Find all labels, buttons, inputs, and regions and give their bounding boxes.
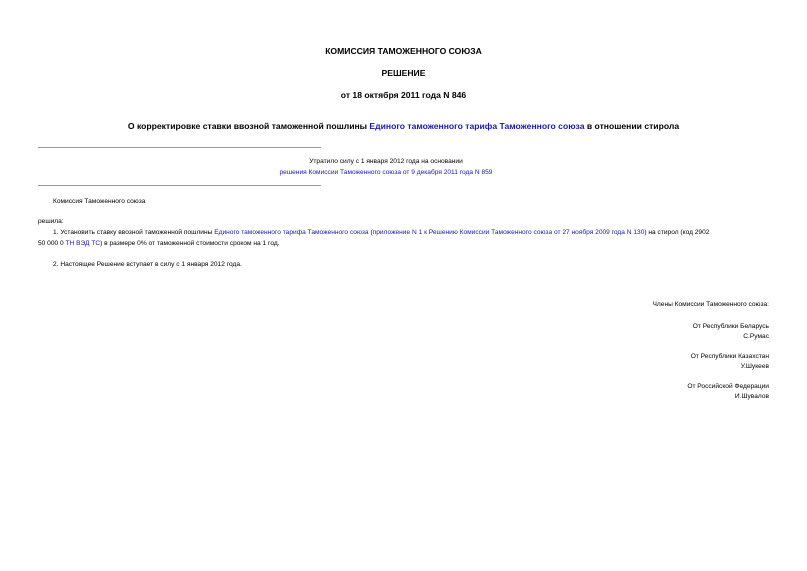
title-text-after: в отношении стирола	[584, 121, 680, 131]
signature-kazakhstan	[691, 352, 769, 372]
signature-name: И.Шувалов	[734, 393, 769, 400]
title-text-before: О корректировке ставки ввозной таможенной пошлины	[127, 121, 370, 131]
item-1-link-customs-tariff[interactable]: Единого таможенного тарифа Таможенного союза	[214, 229, 369, 236]
signature-country: От Республики Беларусь	[692, 323, 769, 330]
item-1-line-2	[38, 240, 280, 247]
signature-russia	[687, 382, 769, 402]
item-1-text-c: ) на стирол (код 2902	[644, 229, 710, 236]
status-top-rule	[38, 147, 321, 148]
signature-country: От Республики Казахстан	[690, 353, 769, 360]
item-1-text-a: 1. Установить ставку ввозной таможенной пошлины	[53, 229, 215, 236]
org-heading: КОМИССИЯ ТАМОЖЕННОГО СОЮЗА	[325, 46, 482, 56]
item-1-text-b: (	[368, 229, 373, 236]
item-1-text-d: 50 000 0	[38, 240, 66, 247]
status-bottom-rule	[38, 185, 321, 186]
document-title	[0, 121, 807, 131]
item-1-text-e: ) в размере 0% от таможенной стоимости сроком на 1 год.	[100, 240, 280, 247]
status-line: Утратило силу с 1 января 2012 года на основании	[309, 158, 463, 165]
signature-name: С.Румас	[743, 333, 769, 340]
status-link[interactable]: решения Комиссии Таможенного союза от 9 декабря 2011 года N 859	[279, 169, 493, 176]
date-number-heading: от 18 октября 2011 года N 846	[340, 90, 467, 100]
item-1-link-tn-ved[interactable]: ТН ВЭД ТС	[65, 240, 101, 247]
signature-name: У.Шукеев	[740, 363, 769, 370]
doc-type-heading: РЕШЕНИЕ	[381, 68, 426, 78]
intro-text: Комиссия Таможенного союза	[53, 198, 146, 205]
title-link-customs-tariff[interactable]: Единого таможенного тарифа Таможенного союза	[369, 121, 585, 131]
item-1-link-appendix[interactable]: приложение N 1 к Решению Комиссии Таможенного союза от 27 ноября 2009 года N 130	[372, 229, 645, 236]
decided-text: решила:	[38, 218, 64, 225]
signature-country: От Российской Федерации	[687, 383, 769, 390]
signatures-heading: Члены Комиссии Таможенного союза:	[652, 301, 769, 308]
item-2-text: 2. Настоящее Решение вступает в силу с 1 января 2012 года.	[53, 261, 242, 268]
signature-belarus	[693, 322, 769, 342]
item-1-line-1	[53, 229, 709, 236]
